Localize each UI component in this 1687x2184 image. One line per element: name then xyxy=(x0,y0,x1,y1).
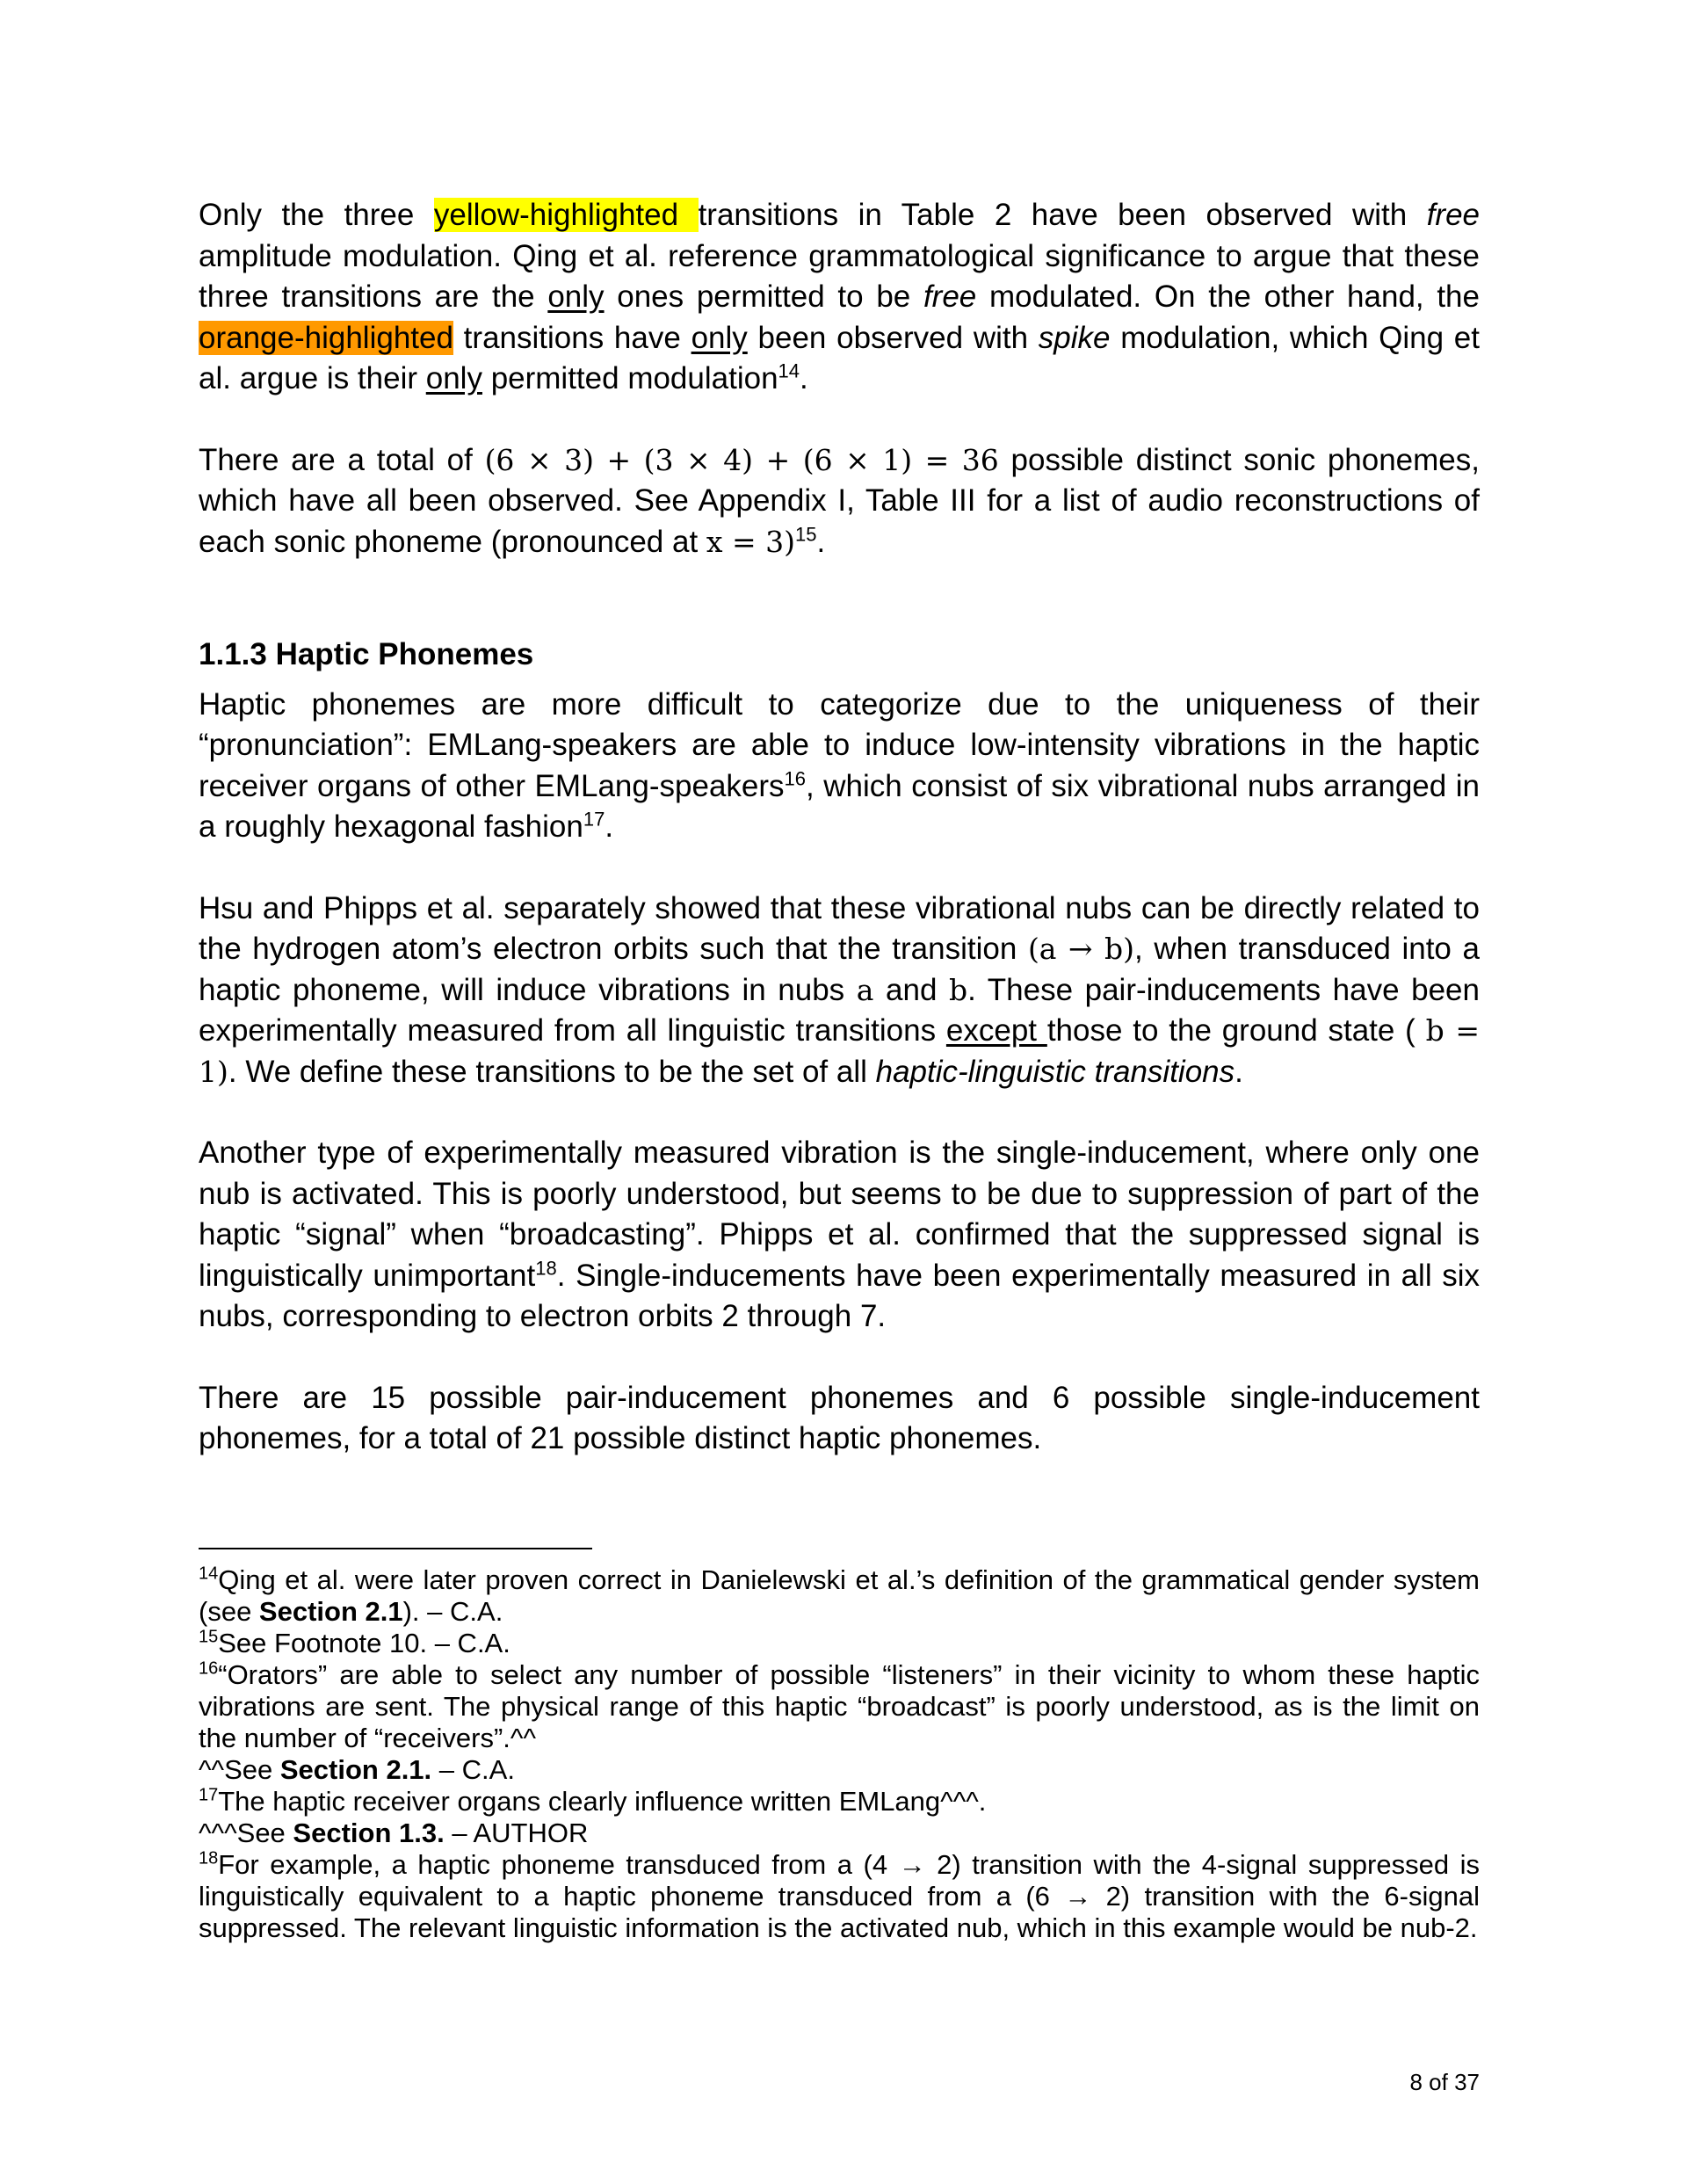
math-expression: x = 3) xyxy=(706,524,796,559)
footnote-17-note xyxy=(199,1818,1480,1849)
underline-only: only xyxy=(425,361,482,395)
paragraph-sonic-total xyxy=(199,440,1480,563)
footnote-16-note xyxy=(199,1754,1480,1786)
footnote-text: – C.A. xyxy=(431,1754,515,1785)
paragraph-pair-inducements xyxy=(199,889,1480,1093)
document-body xyxy=(199,195,1480,1460)
footnote-bold: Section 1.3. xyxy=(293,1818,445,1848)
text-run: . xyxy=(605,809,614,844)
text-run: Another type of experimentally measured vibration is the single-inducement, where only one nub is activated. This is poorly understood, but seems to be due to suppression of part of the haptic “signal” when “broadcasting”. Phipps et al. confirmed that the suppressed signal is linguistically unimportant xyxy=(199,1136,1480,1293)
footnote-text: ^^See xyxy=(199,1754,280,1785)
footnote-number: 14 xyxy=(199,1564,219,1584)
footnote-ref-16[interactable]: 16 xyxy=(784,766,807,789)
text-run: . xyxy=(816,524,826,559)
text-run: . These pair-inducements have been experimentally measured from all linguistic transitions xyxy=(199,972,1480,1048)
text-run: modulation, which Qing et al. argue is their xyxy=(199,320,1480,395)
text-run: . We define these transitions to be the set of all xyxy=(228,1054,876,1089)
paragraph-modulation xyxy=(199,195,1480,400)
footnote-text: ). – C.A. xyxy=(402,1596,503,1627)
math-expression: b = 1) xyxy=(199,1013,1481,1089)
footnote-text: Qing et al. were later proven correct in Danielewski et al.’s definition of the grammatical gender system (see xyxy=(199,1564,1480,1627)
footnote-14 xyxy=(199,1564,1480,1628)
footnote-18 xyxy=(199,1849,1480,1944)
footnote-number: 18 xyxy=(199,1848,219,1868)
text-run: There are a total of xyxy=(199,442,485,477)
footnote-15 xyxy=(199,1628,1480,1659)
text-run: amplitude modulation. Qing et al. reference grammatological significance to argue that these three transitions are the xyxy=(199,238,1480,314)
footnote-bold: Section 2.1 xyxy=(258,1596,403,1627)
text-run: ones permitted to be xyxy=(604,279,923,314)
footnote-separator xyxy=(199,1548,592,1549)
text-run: There are 15 possible pair-inducement phonemes and 6 possible single-inducement phonemes, for a total of 21 possible distinct haptic phonemes. xyxy=(199,1380,1480,1455)
math-expression: a xyxy=(856,972,874,1007)
text-run: transitions in Table 2 have been observed with xyxy=(698,198,1427,232)
footnote-ref-18[interactable]: 18 xyxy=(535,1256,557,1279)
page-number: 8 of 37 xyxy=(1409,2069,1480,2095)
text-run: and xyxy=(873,972,949,1007)
text-run: , when transduced into a haptic phoneme, will induce vibrations in nubs xyxy=(199,932,1480,1007)
footnote-bold: Section 2.1. xyxy=(279,1754,432,1785)
underline-only: only xyxy=(547,279,605,314)
text-run: possible distinct sonic phonemes, which have all been observed. See Appendix I, Table III for a list of audio reconstructions of each sonic phoneme (pronounced at xyxy=(199,442,1480,559)
underline-except: except xyxy=(945,1013,1047,1048)
text-run: transitions have xyxy=(453,320,691,355)
footnote-text: For example, a haptic phoneme transduced from a (4 → 2) transition with the 4-signal suppressed is linguistically equivalent to a haptic phoneme transduced from a (6 → 2) transition with the 6-signal suppressed. The relevant linguistic information is the activated nub, which in this example would be nub-2. xyxy=(199,1849,1480,1943)
paragraph-haptic-total xyxy=(199,1378,1480,1460)
footnotes xyxy=(199,1564,1480,1944)
section-heading: 1.1.3 Haptic Phonemes xyxy=(199,637,534,671)
footnote-text: See Footnote 10. – C.A. xyxy=(218,1628,510,1658)
footnote-number: 16 xyxy=(199,1658,219,1679)
paragraph-haptic-intro xyxy=(199,685,1480,848)
italic-term: haptic-linguistic transitions xyxy=(875,1054,1235,1089)
text-run: . xyxy=(800,361,808,395)
footnote-text: ^^^See xyxy=(199,1818,293,1848)
italic-spike: spike xyxy=(1038,320,1111,355)
paragraph-single-inducement xyxy=(199,1133,1480,1338)
underline-only: only xyxy=(691,320,748,355)
footnote-ref-15[interactable]: 15 xyxy=(795,522,817,545)
footnote-text: The haptic receiver organs clearly influence written EMLang^^^. xyxy=(218,1786,987,1817)
footnote-number: 17 xyxy=(199,1785,219,1805)
text-run: . xyxy=(1234,1054,1243,1089)
text-run: those to the ground state ( xyxy=(1046,1013,1426,1048)
text-run: Hsu and Phipps et al. separately showed that these vibrational nubs can be directly related to the hydrogen atom’s electron orbits such that the transition xyxy=(199,890,1480,966)
footnote-text: – AUTHOR xyxy=(444,1818,589,1848)
math-expression: b xyxy=(948,972,968,1007)
italic-free: free xyxy=(923,279,977,314)
footnote-17 xyxy=(199,1786,1480,1818)
text-run: Only the three xyxy=(199,198,434,232)
text-run: Haptic phonemes are more difficult to categorize due to the uniqueness of their “pronunciation”: EMLang-speakers are able to induce low-intensity vibrations in the haptic receiver organs of other EMLang-speakers xyxy=(199,686,1480,803)
text-run: permitted modulation xyxy=(481,361,778,395)
math-expression: (6 × 3) + (3 × 4) + (6 × 1) = 36 xyxy=(484,442,999,477)
math-expression: (a → b) xyxy=(1027,932,1134,966)
orange-highlight: orange-highlighted xyxy=(199,320,453,355)
text-run: . Single-inducements have been experimentally measured in all six nubs, corresponding to electron orbits 2 through 7. xyxy=(199,1258,1481,1333)
text-run: , which consist of six vibrational nubs arranged in a roughly hexagonal fashion xyxy=(199,768,1480,844)
italic-free: free xyxy=(1426,198,1480,232)
yellow-highlight: yellow-highlighted xyxy=(433,198,699,232)
text-run: been observed with xyxy=(747,320,1039,355)
text-run: modulated. On the other hand, the xyxy=(976,279,1480,314)
footnote-16 xyxy=(199,1659,1480,1754)
footnote-number: 15 xyxy=(199,1627,219,1647)
footnote-ref-17[interactable]: 17 xyxy=(583,808,605,831)
footnote-text: “Orators” are able to select any number of possible “listeners” in their vicinity to whom these haptic vibrations are sent. The physical range of this haptic “broadcast” is poorly understood, as is the limit on the number of “receivers”.^^ xyxy=(199,1659,1480,1753)
footnote-ref-14[interactable]: 14 xyxy=(778,359,800,382)
